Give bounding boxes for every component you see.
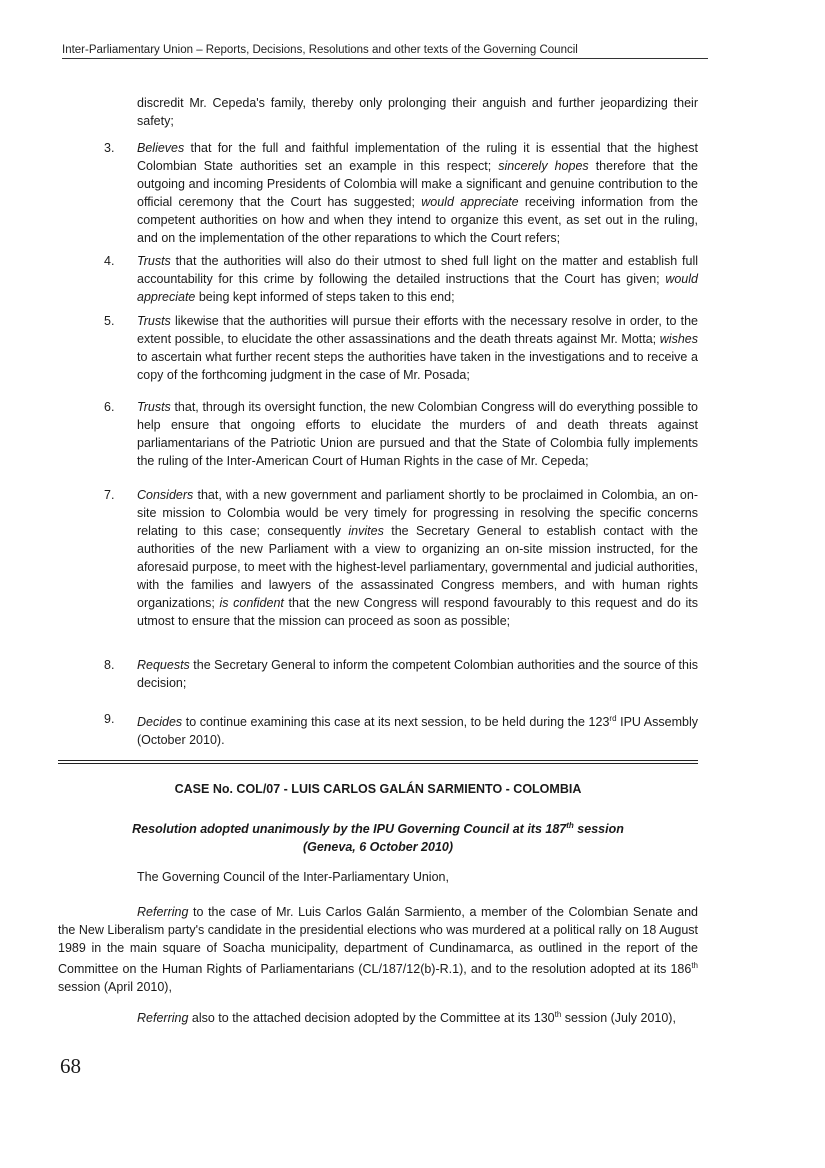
item-lead: Trusts — [137, 400, 171, 414]
item-text: that the authorities will also do their utmost to shed full light on the matter and establish full accountability for this crime by following the detailed instructions that the Court has given; — [137, 254, 698, 286]
list-item — [137, 312, 698, 384]
superscript: rd — [609, 714, 617, 723]
item-lead: Decides — [137, 715, 183, 730]
paragraph-lead: Referring — [137, 1011, 189, 1026]
resolution-title — [58, 817, 698, 856]
item-number: 4. — [104, 254, 115, 268]
item-emphasis: would appreciate — [137, 272, 698, 304]
item-text: the Secretary General to establish contact with the authorities of the new Parliament with a view to organizing an on-site mission instructed, for the aforesaid purpose, to meet with the highest-level parliamentary, governmental and judicial authorities, with the families and lawyers of the assassinated Congress members, and with human rights organizations; — [137, 524, 698, 610]
superscript: th — [566, 821, 574, 830]
resolution-line-2: (Geneva, 6 October 2010) — [302, 840, 454, 855]
resolution-line-1 — [58, 817, 698, 838]
item-emphasis: invites — [348, 524, 384, 538]
section-divider — [58, 760, 698, 764]
item-lead: Considers — [137, 488, 194, 502]
item-text: that, through its oversight function, the new Colombian Congress will do everything possible to help ensure that ongoing efforts to elucidate the murders of and death threats against parliamentarians of the Patriotic Union are pursued and that the State of Colombia fully implements the ruling of the Inter-American Court of Human Rights in the case of Mr. Cepeda; — [137, 400, 698, 468]
item-text: that, with a new government and parliament shortly to be proclaimed in Colombia, an on-site mission to Colombia would be very timely for progressing in resolving the specific concerns relating to this case; consequently — [137, 488, 698, 538]
preamble: The Governing Council of the Inter-Parliamentary Union, — [137, 870, 449, 884]
item-text: that for the full and faithful implementation of the ruling it is essential that the highest Colombian State authorities set an example in this respect; — [137, 141, 698, 173]
paragraph-text: session (July 2010), — [561, 1011, 676, 1026]
item-text: therefore that the outgoing and incoming Presidents of Colombia will make a significant and genuine contribution to the official ceremony that the Court has suggested; — [137, 159, 698, 209]
continuation-text: discredit Mr. Cepeda's family, thereby only prolonging their anguish and further jeopardizing their safety; — [137, 96, 698, 128]
item-text: to continue examining this case at its next session, to be held during the 123 — [182, 715, 610, 730]
item-text: the Secretary General to inform the competent Colombian authorities and the source of this decision; — [137, 658, 698, 690]
list-item — [137, 252, 698, 306]
item-number: 8. — [104, 658, 115, 672]
superscript: th — [554, 1010, 562, 1019]
item-emphasis: is confident — [219, 596, 284, 610]
item-emphasis: would appreciate — [421, 195, 519, 209]
item-number: 5. — [104, 314, 115, 328]
list-item — [137, 398, 698, 470]
item-lead: Trusts — [137, 254, 171, 268]
item-text: that the new Congress will respond favourably to this request and do its utmost to ensure that the mission can proceed as soon as possible; — [137, 596, 699, 628]
item-number: 3. — [104, 141, 115, 155]
item-number: 6. — [104, 400, 115, 414]
paragraph — [58, 1006, 698, 1027]
item-lead: Requests — [137, 658, 190, 672]
resolution-text: Resolution adopted unanimously by the IPU Governing Council at its 187 — [132, 822, 567, 837]
superscript: th — [691, 961, 698, 970]
paragraph-text: also to the attached decision adopted by the Committee at its 130 — [188, 1011, 555, 1026]
page-number: 68 — [60, 1054, 81, 1078]
item-lead: Trusts — [137, 314, 171, 328]
list-item — [137, 656, 698, 692]
case-title: CASE No. COL/07 - LUIS CARLOS GALÁN SARMIENTO - COLOMBIA — [174, 782, 582, 796]
list-item — [137, 710, 698, 749]
item-text: likewise that the authorities will pursue their efforts with the necessary resolve in order, to the extent possible, to elucidate the other assassinations and the death threats against Mr. Motta; — [137, 314, 698, 346]
item-emphasis: sincerely hopes — [498, 159, 589, 173]
item-lead: Believes — [137, 141, 185, 155]
item-emphasis: wishes — [659, 332, 698, 346]
paragraph-lead: Referring — [137, 905, 189, 919]
resolution-text: session — [573, 822, 624, 837]
item-text: receiving information from the competent authorities on how and when they intend to organize this event, as set out in the ruling, and on the implementation of the other reparations to which the Court refers; — [137, 195, 698, 245]
paragraph-text: to the case of Mr. Luis Carlos Galán Sarmiento, a member of the Colombian Senate and the New Liberalism party's candidate in the presidential elections who was murdered at a political rally on 18 August 1989 in the main square of Soacha municipality, department of Cundinamarca, as outlined in the report of the Committee on the Human Rights of Parliamentarians (CL/187/12(b)-R.1), and to the resolution adopted at its 186 — [58, 905, 698, 977]
list-item — [137, 139, 698, 247]
running-header: Inter-Parliamentary Union – Reports, Decisions, Resolutions and other texts of the Governing Council — [62, 44, 708, 59]
item-text: being kept informed of steps taken to this end; — [195, 290, 455, 304]
item-text: to ascertain what further recent steps the authorities have taken in the investigations and to receive a copy of the forthcoming judgment in the case of Mr. Posada; — [137, 350, 698, 382]
list-item — [137, 486, 698, 630]
item-number: 9. — [104, 712, 115, 726]
paragraph-text: session (April 2010), — [58, 980, 172, 995]
item-number: 7. — [104, 488, 115, 502]
item-text: IPU Assembly (October 2010). — [137, 715, 698, 748]
paragraph — [58, 903, 698, 996]
